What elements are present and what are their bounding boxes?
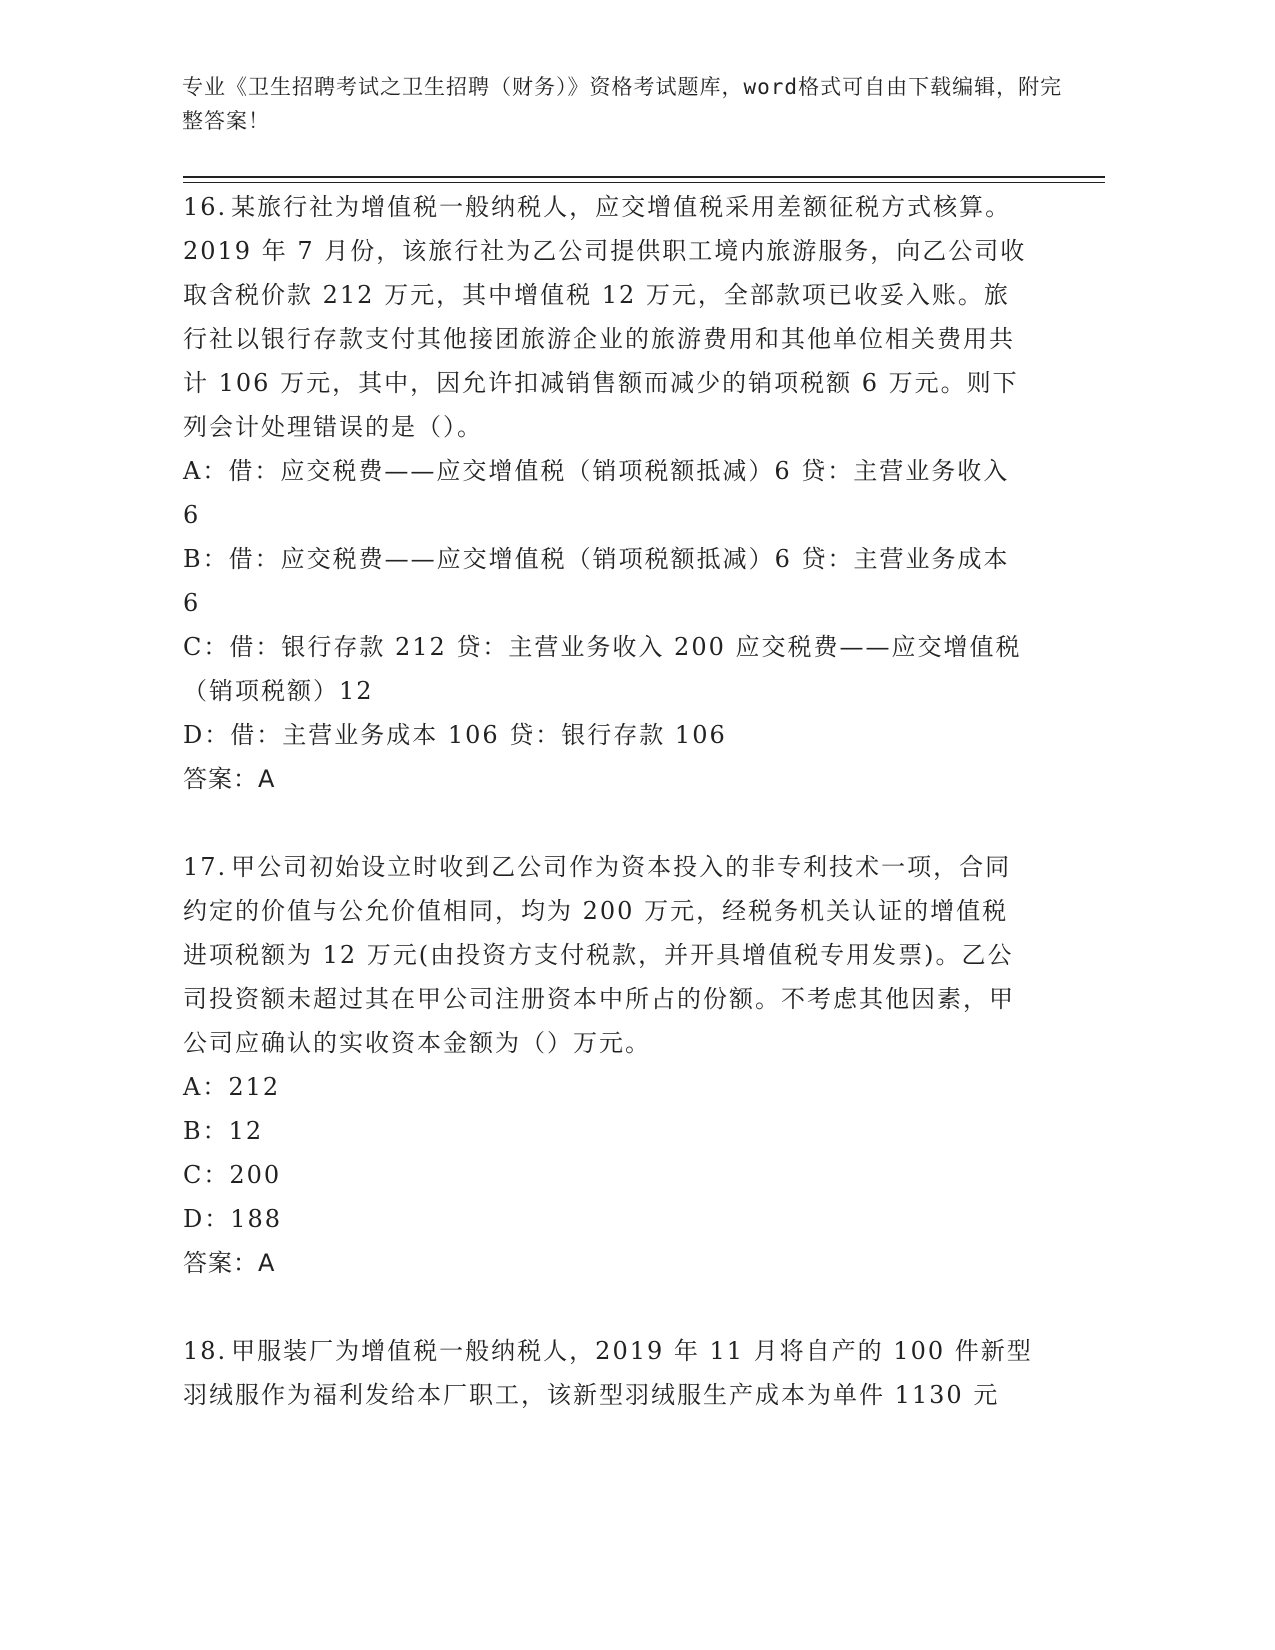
question-17: [183, 845, 1033, 1285]
answer-line: 答案：A: [183, 765, 276, 793]
option-b: B：12: [183, 1117, 264, 1145]
option-d: D：借：主营业务成本 106 贷：银行存款 106: [183, 721, 727, 749]
question-16: [183, 185, 1033, 801]
question-text: 甲服装厂为增值税一般纳税人，2019 年 11 月将自产的 100 件新型羽绒服作为福利发给本厂职工，该新型羽绒服生产成本为单件 1130 元: [183, 1337, 1033, 1409]
question-text: 某旅行社为增值税一般纳税人，应交增值税采用差额征税方式核算。2019 年 7 月份，该旅行社为乙公司提供职工境内旅游服务，向乙公司收取含税价款 212 万元，其中增值税 12 万元，全部款项已收妥入账。旅行社以银行存款支付其他接团旅游企业的旅游费用和其他单位相关费用共计 106 万元，其中，因允许扣减销售额而减少的销项税额 6 万元。则下列会计处理错误的是（）。: [183, 193, 1027, 441]
option-c: C：200: [183, 1161, 282, 1189]
header-divider-thin: [183, 182, 1105, 183]
option-b: B：借：应交税费——应交增值税（销项税额抵减）6 贷：主营业务成本 6: [183, 545, 1010, 617]
question-stem: [183, 845, 1033, 1065]
question-stem: [183, 1329, 1033, 1417]
document-header: 专业《卫生招聘考试之卫生招聘（财务）》资格考试题库，word格式可自由下载编辑，附完整答案！: [182, 75, 1063, 133]
option-c: C：借：银行存款 212 贷：主营业务收入 200 应交税费——应交增值税（销项税额）12: [183, 633, 1022, 705]
option-a: A：借：应交税费——应交增值税（销项税额抵减）6 贷：主营业务收入 6: [183, 457, 1010, 529]
question-number: 18.: [183, 1337, 228, 1365]
question-text: 甲公司初始设立时收到乙公司作为资本投入的非专利技术一项，合同约定的价值与公允价值相同，均为 200 万元，经税务机关认证的增值税进项税额为 12 万元(由投资方支付税款，并开具增值税专用发票)。乙公司投资额未超过其在甲公司注册资本中所占的份额。不考虑其他因素，甲公司应确认的实收资本金额为（）万元。: [183, 853, 1015, 1057]
question-number: 16.: [183, 193, 228, 221]
question-18: [183, 1329, 1033, 1417]
answer-line: 答案：A: [183, 1249, 276, 1277]
header-divider-thick: [183, 176, 1105, 178]
question-stem: [183, 185, 1033, 449]
question-number: 17.: [183, 853, 228, 881]
question-list: [183, 185, 1033, 1461]
option-d: D：188: [183, 1205, 283, 1233]
option-a: A：212: [183, 1073, 281, 1101]
